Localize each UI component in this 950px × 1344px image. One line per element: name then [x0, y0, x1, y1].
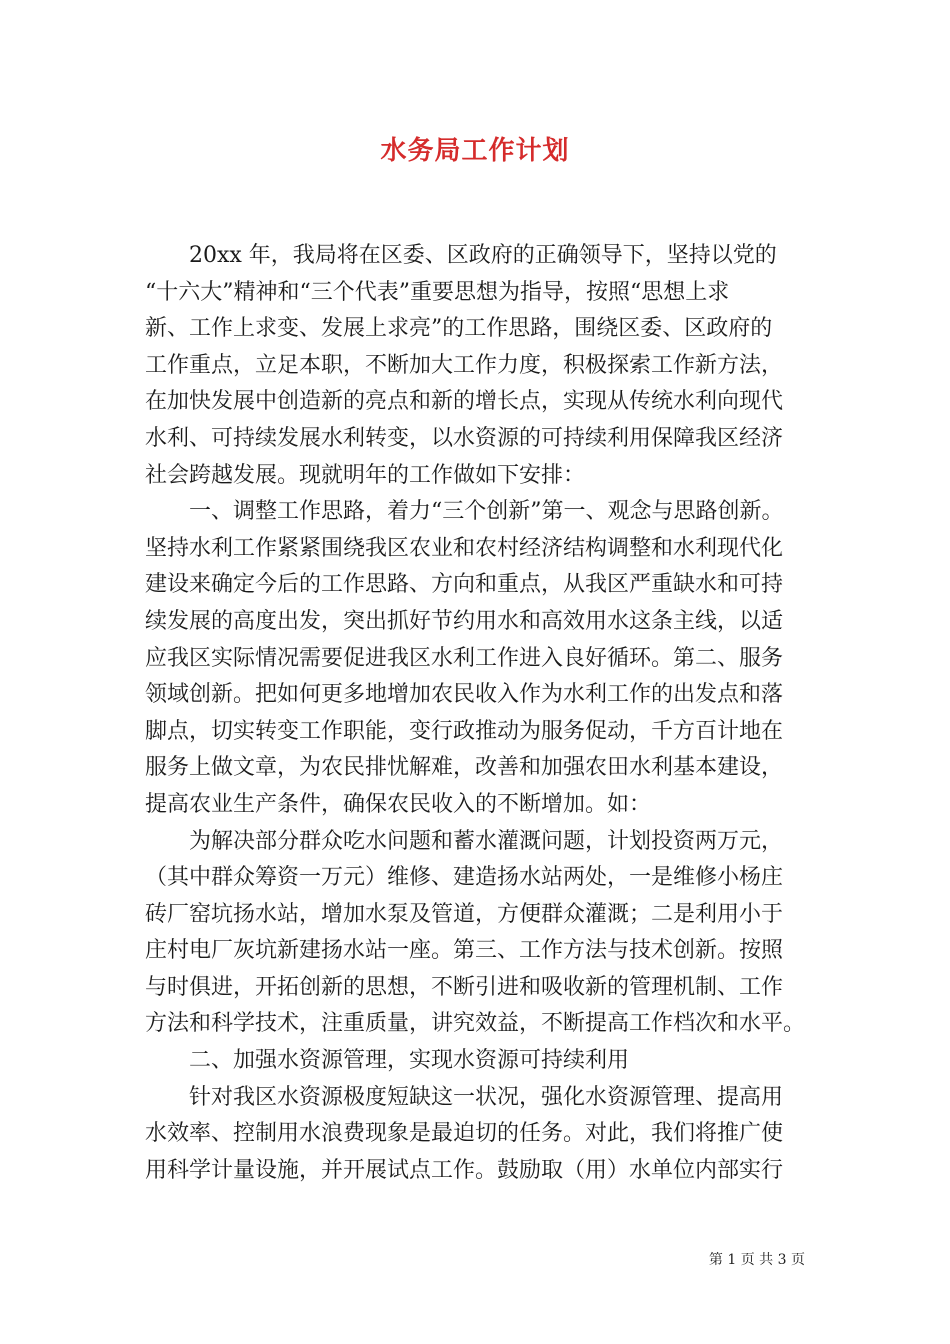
- body-line: 在加快发展中创造新的亮点和新的增长点，实现从传统水利向现代: [145, 389, 784, 415]
- body-line: （其中群众筹资一万元）维修、建造扬水站两处，一是维修小杨庄: [145, 865, 784, 891]
- body-line: 20xx 年，我局将在区委、区政府的正确领导下，坚持以党的: [189, 243, 777, 268]
- body-line: 应我区实际情况需要促进我区水利工作进入良好循环。第二、服务: [145, 645, 784, 671]
- body-line: 水利、可持续发展水利转变，以水资源的可持续利用保障我区经济: [145, 425, 784, 451]
- body-line: 水效率、控制用水浪费现象是最迫切的任务。对此，我们将推广使: [145, 1121, 784, 1147]
- body-line: “十六大”精神和“三个代表”重要思想为指导，按照“思想上求: [145, 279, 730, 305]
- body-line: 工作重点，立足本职，不断加大工作力度，积极探索工作新方法，: [145, 352, 784, 378]
- body-line: 领域创新。把如何更多地增加农民收入作为水利工作的出发点和落: [145, 682, 784, 708]
- body-line: 一、调整工作思路，着力“三个创新”第一、观念与思路创新。: [189, 499, 784, 525]
- body-line: 建设来确定今后的工作思路、方向和重点，从我区严重缺水和可持: [145, 572, 784, 598]
- body-line: 用科学计量设施，并开展试点工作。鼓励取（用）水单位内部实行: [145, 1157, 784, 1183]
- body-line: 脚点，切实转变工作职能，变行政推动为服务促动，千方百计地在: [145, 718, 784, 744]
- body-line: 续发展的高度出发，突出抓好节约用水和高效用水这条主线，以适: [145, 608, 784, 634]
- body-line: 二、加强水资源管理，实现水资源可持续利用: [189, 1048, 630, 1074]
- page-number-footer: 第 1 页 共 3 页: [708, 1252, 805, 1268]
- body-line: 坚持水利工作紧紧围绕我区农业和农村经济结构调整和水利现代化: [145, 535, 784, 561]
- body-line: 新、工作上求变、发展上求亮”的工作思路，围绕区委、区政府的: [145, 316, 773, 342]
- body-line: 方法和科学技术，注重质量，讲究效益，不断提高工作档次和水平。: [145, 1011, 806, 1037]
- body-line: 服务上做文章，为农民排忧解难，改善和加强农田水利基本建设，: [145, 755, 784, 781]
- document-title: 水务局工作计划: [380, 136, 570, 166]
- body-line: 与时俱进，开拓创新的思想，不断引进和吸收新的管理机制、工作: [145, 974, 784, 1000]
- body-line: 砖厂窑坑扬水站，增加水泵及管道，方便群众灌溉；二是利用小于: [145, 901, 784, 927]
- body-line: 针对我区水资源极度短缺这一状况，强化水资源管理、提高用: [189, 1084, 784, 1110]
- body-line: 社会跨越发展。现就明年的工作做如下安排：: [145, 462, 586, 488]
- document-body: [145, 238, 815, 1189]
- body-line: 庄村电厂灰坑新建扬水站一座。第三、工作方法与技术创新。按照: [145, 938, 784, 964]
- body-line: 提高农业生产条件，确保农民收入的不断增加。如：: [145, 791, 652, 817]
- body-line: 为解决部分群众吃水问题和蓄水灌溉问题，计划投资两万元，: [189, 828, 784, 854]
